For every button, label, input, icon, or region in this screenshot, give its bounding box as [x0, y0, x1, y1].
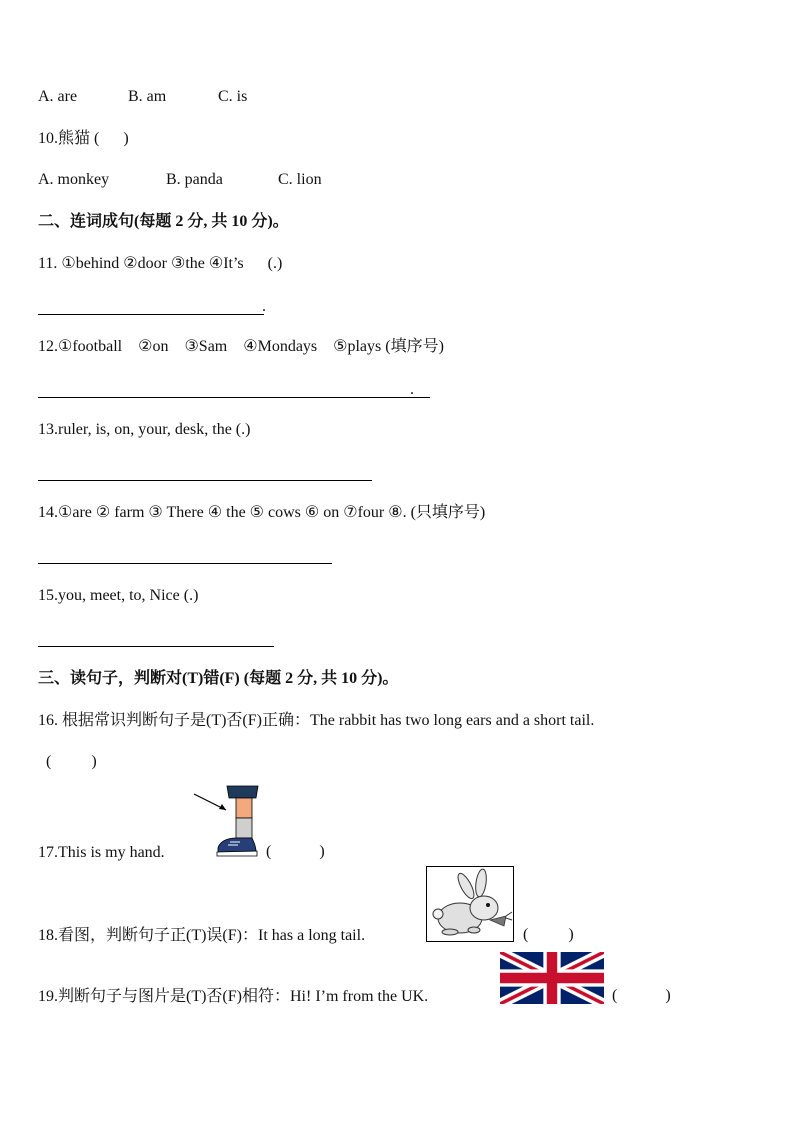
q16-prompt: 16. 根据常识判断句子是(T)否(F)正确：The rabbit has two long ears and a short tail. [38, 712, 595, 729]
q11-end-mark: . [262, 298, 266, 315]
q15-prompt: 15.you, meet, to, Nice (.) [38, 587, 199, 604]
q19-answer-paren[interactable]: ( ) [612, 987, 671, 1004]
q10-option-c: C. lion [278, 171, 322, 188]
q17-answer-paren[interactable]: ( ) [266, 843, 325, 860]
q18-answer-paren[interactable]: ( ) [523, 926, 574, 943]
q12-answer-line[interactable] [38, 397, 430, 398]
q15-answer-line[interactable] [38, 646, 274, 647]
q14-answer-line[interactable] [38, 563, 332, 564]
q13-answer-line[interactable] [38, 480, 372, 481]
q9-option-a: A. are [38, 88, 78, 105]
q11-answer-line[interactable] [38, 314, 264, 315]
q9-option-b: B. am [128, 88, 167, 105]
q19-prompt: 19.判断句子与图片是(T)否(F)相符：Hi! I’m from the UK. [38, 988, 429, 1005]
q18-prompt: 18.看图，判断句子正(T)误(F)：It has a long tail. [38, 927, 366, 944]
q10-option-b: B. panda [166, 171, 223, 188]
q10-option-a: A. monkey [38, 171, 110, 188]
rabbit-icon [426, 866, 514, 942]
q13-prompt: 13.ruler, is, on, your, desk, the (.) [38, 421, 251, 438]
uk-flag-icon [500, 952, 604, 1004]
q11-prompt: 11. ①behind ②door ③the ④It’s (.) [38, 255, 283, 272]
section-3-heading: 三、读句子，判断对(T)错(F) (每题 2 分, 共 10 分)。 [38, 670, 399, 687]
q9-option-c: C. is [218, 88, 248, 105]
q12-end-mark: . [410, 381, 414, 398]
q12-prompt: 12.①football ②on ③Sam ④Mondays ⑤plays (填序号) [38, 338, 444, 355]
q17-prompt: 17.This is my hand. [38, 844, 165, 861]
q16-answer-paren[interactable]: ( ) [46, 753, 97, 770]
q10-question: 10.熊猫 ( ) [38, 130, 129, 147]
section-2-heading: 二、连词成句(每题 2 分, 共 10 分)。 [38, 213, 289, 230]
q14-prompt: 14.①are ② farm ③ There ④ the ⑤ cows ⑥ on ⑦four ⑧. (只填序号) [38, 504, 486, 521]
leg-foot-icon [190, 782, 262, 862]
